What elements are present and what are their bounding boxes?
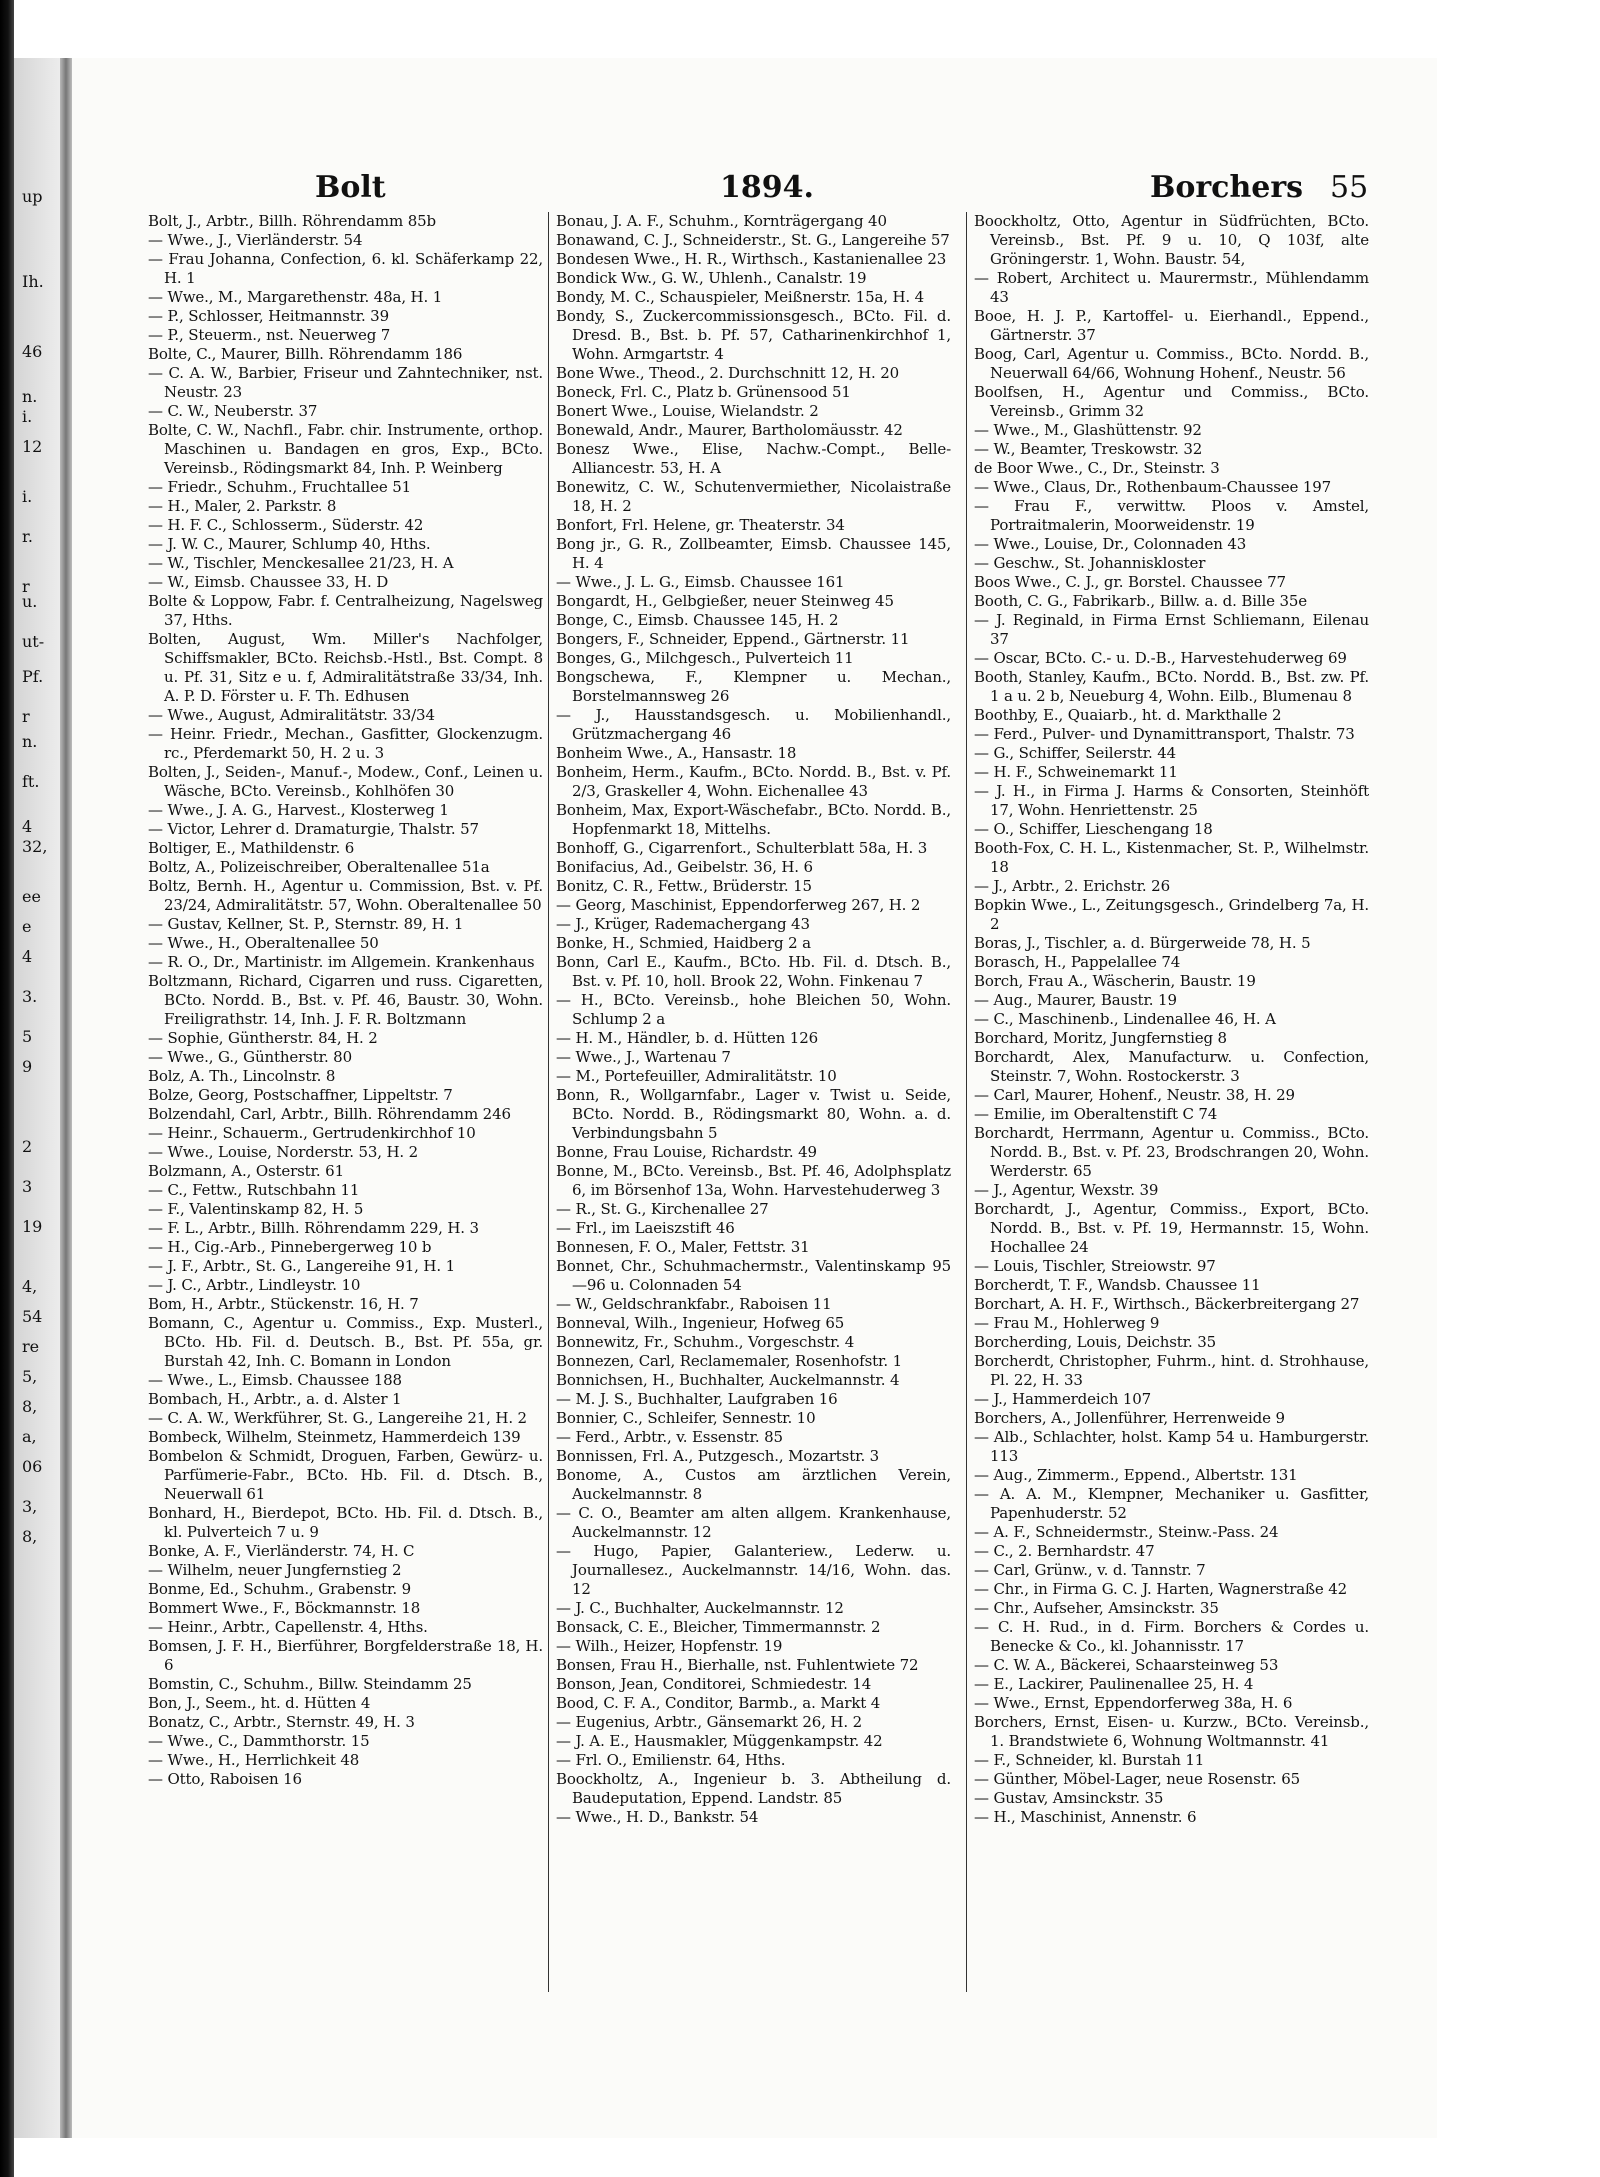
directory-entry: Boras, J., Tischler, a. d. Bürgerweide 78, H. 5 [974, 934, 1311, 952]
directory-entry: Bone Wwe., Theod., 2. Durchschnitt 12, H. 20 [556, 364, 900, 382]
directory-entry: — J., Agentur, Wexstr. 39 [974, 1181, 1159, 1199]
directory-entry: Borchard, Moritz, Jungfernstieg 8 [974, 1029, 1227, 1047]
directory-entry: — H., Maler, 2. Parkstr. 8 [148, 497, 337, 515]
directory-entry: — R., St. G., Kirchenallee 27 [556, 1200, 769, 1218]
previous-page-fragment: i. [22, 487, 33, 506]
directory-entry: Boothby, E., Quaiarb., ht. d. Markthalle 2 [974, 706, 1282, 724]
directory-entry: — Heinr., Arbtr., Capellenstr. 4, Hths. [148, 1618, 428, 1636]
directory-entry: — G., Schiffer, Seilerstr. 44 [974, 744, 1177, 762]
previous-page-fragment: 5 [22, 1027, 33, 1046]
directory-entry: Bomstin, C., Schuhm., Billw. Steindamm 25 [148, 1675, 472, 1693]
directory-entry: Borchardt, J., Agentur, Commiss., Export, BCto. Nordd. B., Bst. v. Pf. 19, Hermannstr. 15, Wohn. Hochallee 24 [974, 1200, 1369, 1256]
directory-entry: Bolte & Loppow, Fabr. f. Centralheizung, Nagelsweg 37, Hths. [148, 592, 543, 629]
directory-entry: — W., Tischler, Menckesallee 21/23, H. A [148, 554, 454, 572]
directory-entry: — Ferd., Arbtr., v. Essenstr. 85 [556, 1428, 783, 1446]
directory-entry: — J. H., in Firma J. Harms & Consorten, Steinhöft 17, Wohn. Henriettenstr. 25 [974, 782, 1369, 819]
directory-entry: — H. M., Händler, b. d. Hütten 126 [556, 1029, 818, 1047]
directory-entry: — Wwe., Ernst, Eppendorferweg 38a, H. 6 [974, 1694, 1293, 1712]
directory-entry: Bombelon & Schmidt, Droguen, Farben, Gewürz- u. Parfümerie-Fabr., BCto. Hb. Fil. d. Dtsch. B., Neuerwall 61 [148, 1447, 543, 1503]
directory-entry: — Wwe., Louise, Dr., Colonnaden 43 [974, 535, 1247, 553]
directory-entry: Bomsen, J. F. H., Bierführer, Borgfelderstraße 18, H. 6 [148, 1637, 543, 1674]
previous-page-fragment: 06 [22, 1457, 43, 1476]
header-left-keyword: Bolt [315, 170, 386, 205]
previous-page-fragment: 3. [22, 987, 38, 1006]
directory-entry: Bondesen Wwe., H. R., Wirthsch., Kastanienallee 23 [556, 250, 947, 268]
directory-entry: — J., Arbtr., 2. Erichstr. 26 [974, 877, 1170, 895]
directory-entry: Boltz, Bernh. H., Agentur u. Commission, Bst. v. Pf. 23/24, Admiralitätstr. 57, Wohn. Oberaltenallee 50 [148, 877, 543, 914]
directory-entry: Borchardt, Alex, Manufacturw. u. Confection, Steinstr. 7, Wohn. Rostockerstr. 3 [974, 1048, 1369, 1085]
directory-entry: Bood, C. F. A., Conditor, Barmb., a. Markt 4 [556, 1694, 881, 1712]
directory-entry: Bondick Ww., G. W., Uhlenh., Canalstr. 19 [556, 269, 867, 287]
directory-entry: Boockholtz, A., Ingenieur b. 3. Abtheilung d. Baudeputation, Eppend. Landstr. 85 [556, 1770, 951, 1807]
directory-entry: — W., Geldschrankfabr., Raboisen 11 [556, 1295, 832, 1313]
previous-page-fragment: Pf. [22, 667, 44, 686]
directory-entry: — Wwe., L., Eimsb. Chaussee 188 [148, 1371, 402, 1389]
directory-entry: Bonges, G., Milchgesch., Pulverteich 11 [556, 649, 854, 667]
directory-entry: — Frau Johanna, Confection, 6. kl. Schäferkamp 22, H. 1 [148, 250, 543, 287]
directory-entry: — Frau F., verwittw. Ploos v. Amstel, Portraitmalerin, Moorweidenstr. 19 [974, 497, 1369, 534]
directory-entry: — M., Portefeuiller, Admiralitätstr. 10 [556, 1067, 837, 1085]
directory-entry: — Chr., Aufseher, Amsinckstr. 35 [974, 1599, 1219, 1617]
directory-entry: Bolze, Georg, Postschaffner, Lippeltstr. 7 [148, 1086, 453, 1104]
directory-entry: Boltiger, E., Mathildenstr. 6 [148, 839, 355, 857]
directory-column-2 [556, 212, 951, 2002]
directory-entry: — C. W., Neuberstr. 37 [148, 402, 318, 420]
directory-entry: Bonsack, C. E., Bleicher, Timmermannstr. 2 [556, 1618, 881, 1636]
previous-page-fragment: r. [22, 527, 33, 546]
previous-page-fragment: 12 [22, 437, 43, 456]
previous-page-fragment: 32, [22, 837, 48, 856]
directory-entry: Bonnissen, Frl. A., Putzgesch., Mozartstr. 3 [556, 1447, 880, 1465]
directory-entry: — Wwe., H., Herrlichkeit 48 [148, 1751, 360, 1769]
previous-page-fragment: Ih. [22, 272, 44, 291]
page-header [130, 170, 1380, 210]
directory-entry: — Carl, Grünw., v. d. Tannstr. 7 [974, 1561, 1206, 1579]
directory-entry: Bom, H., Arbtr., Stückenstr. 16, H. 7 [148, 1295, 419, 1313]
directory-entry: — Heinr., Schauerm., Gertrudenkirchhof 10 [148, 1124, 476, 1142]
directory-entry: — C., 2. Bernhardstr. 47 [974, 1542, 1155, 1560]
previous-page-fragment: 8, [22, 1397, 38, 1416]
directory-entry: Boneck, Frl. C., Platz b. Grünensood 51 [556, 383, 851, 401]
directory-entry: Bonnichsen, H., Buchhalter, Auckelmannstr. 4 [556, 1371, 900, 1389]
directory-entry: — Frl., im Laeiszstift 46 [556, 1219, 735, 1237]
directory-entry: Bonhoff, G., Cigarrenfort., Schulterblatt 58a, H. 3 [556, 839, 928, 857]
directory-entry: Bonesz Wwe., Elise, Nachw.-Compt., Belle-Alliancestr. 53, H. A [556, 440, 951, 477]
directory-entry: Bonitz, C. R., Fettw., Brüderstr. 15 [556, 877, 812, 895]
directory-entry: — W., Eimsb. Chaussee 33, H. D [148, 573, 389, 591]
directory-column-1 [148, 212, 543, 2002]
directory-entry: de Boor Wwe., C., Dr., Steinstr. 3 [974, 459, 1220, 477]
previous-page-fragment: ft. [22, 772, 40, 791]
directory-entry: Borcherding, Louis, Deichstr. 35 [974, 1333, 1217, 1351]
directory-entry: Bondy, M. C., Schauspieler, Meißnerstr. 15a, H. 4 [556, 288, 925, 306]
directory-entry: Borchers, Ernst, Eisen- u. Kurzw., BCto. Vereinsb., 1. Brandstwiete 6, Wohnung Woltmannstr. 41 [974, 1713, 1369, 1750]
directory-entry: Bonnet, Chr., Schuhmachermstr., Valentinskamp 95—96 u. Colonnaden 54 [556, 1257, 951, 1294]
directory-entry: — Wilhelm, neuer Jungfernstieg 2 [148, 1561, 402, 1579]
book-gutter [60, 58, 72, 2138]
directory-entry: — Wwe., J., Wartenau 7 [556, 1048, 731, 1066]
directory-entry: — Alb., Schlachter, holst. Kamp 54 u. Hamburgerstr. 113 [974, 1428, 1369, 1465]
directory-entry: — C. O., Beamter am alten allgem. Krankenhause, Auckelmannstr. 12 [556, 1504, 951, 1541]
directory-entry: Bong jr., G. R., Zollbeamter, Eimsb. Chaussee 145, H. 4 [556, 535, 951, 572]
directory-column-3 [974, 212, 1369, 2002]
header-year: 1894. [720, 170, 814, 205]
directory-entry: — Eugenius, Arbtr., Gänsemarkt 26, H. 2 [556, 1713, 862, 1731]
previous-page-fragment: r [22, 577, 30, 596]
directory-entry: — Gustav, Kellner, St. P., Sternstr. 89, H. 1 [148, 915, 464, 933]
previous-page-fragment: 3 [22, 1177, 33, 1196]
directory-entry: — Georg, Maschinist, Eppendorferweg 267, H. 2 [556, 896, 921, 914]
directory-entry: — F., Valentinskamp 82, H. 5 [148, 1200, 364, 1218]
directory-entry: — Wwe., M., Margarethenstr. 48a, H. 1 [148, 288, 443, 306]
directory-entry: — J., Krüger, Rademachergang 43 [556, 915, 810, 933]
directory-entry: — J. C., Buchhalter, Auckelmannstr. 12 [556, 1599, 844, 1617]
directory-entry: Bomann, C., Agentur u. Commiss., Exp. Musterl., BCto. Hb. Fil. d. Deutsch. B., Bst. Pf. 55a, gr. Burstah 42, Inh. C. Bomann in London [148, 1314, 543, 1370]
directory-entry: Bonneval, Wilh., Ingenieur, Hofweg 65 [556, 1314, 845, 1332]
directory-entry: — Günther, Möbel-Lager, neue Rosenstr. 65 [974, 1770, 1300, 1788]
previous-page-fragment: a, [22, 1427, 37, 1446]
directory-entry: Bonnewitz, Fr., Schuhm., Vorgeschstr. 4 [556, 1333, 855, 1351]
directory-entry: — A. A. M., Klempner, Mechaniker u. Gasfitter, Papenhuderstr. 52 [974, 1485, 1369, 1522]
directory-entry: — E., Lackirer, Paulinenallee 25, H. 4 [974, 1675, 1254, 1693]
directory-entry: — C. H. Rud., in d. Firm. Borchers & Cordes u. Benecke & Co., kl. Johannisstr. 17 [974, 1618, 1369, 1655]
directory-entry: Boolfsen, H., Agentur und Commiss., BCto. Vereinsb., Grimm 32 [974, 383, 1369, 420]
directory-entry: — C. A. W., Werkführer, St. G., Langereihe 21, H. 2 [148, 1409, 527, 1427]
header-right-keyword: Borchers [1150, 170, 1304, 205]
previous-page-fragment: 3, [22, 1497, 38, 1516]
directory-entry: — Sophie, Güntherstr. 84, H. 2 [148, 1029, 378, 1047]
previous-page-fragment: 8, [22, 1527, 38, 1546]
directory-entry: Bolzmann, A., Osterstr. 61 [148, 1162, 344, 1180]
previous-page-fragment: 54 [22, 1307, 43, 1326]
directory-entry: — Robert, Architect u. Maurermstr., Mühlendamm 43 [974, 269, 1369, 306]
directory-entry: Bonn, R., Wollgarnfabr., Lager v. Twist u. Seide, BCto. Nordd. B., Rödingsmarkt 80, Wohn. a. d. Verbindungsbahn 5 [556, 1086, 951, 1142]
directory-entry: — Carl, Maurer, Hohenf., Neustr. 38, H. 29 [974, 1086, 1295, 1104]
directory-entry: Booth-Fox, C. H. L., Kistenmacher, St. P., Wilhelmstr. 18 [974, 839, 1369, 876]
directory-entry: Boog, Carl, Agentur u. Commiss., BCto. Nordd. B., Neuerwall 64/66, Wohnung Hohenf., Neustr. 56 [974, 345, 1369, 382]
directory-entry: — Wwe., August, Admiralitätstr. 33/34 [148, 706, 435, 724]
directory-entry: Bonau, J. A. F., Schuhm., Kornträgergang 40 [556, 212, 887, 230]
previous-page-fragment: up [22, 187, 43, 206]
directory-entry: — P., Steuerm., nst. Neuerweg 7 [148, 326, 391, 344]
directory-entry: Bondy, S., Zuckercommissionsgesch., BCto. Fil. d. Dresd. B., Bst. b. Pf. 57, Catharinenkirchhof 1, Wohn. Armgartstr. 4 [556, 307, 951, 363]
directory-entry: Bonnezen, Carl, Reclamemaler, Rosenhofstr. 1 [556, 1352, 902, 1370]
directory-entry: Bonatz, C., Arbtr., Sternstr. 49, H. 3 [148, 1713, 415, 1731]
directory-entry: Bonert Wwe., Louise, Wielandstr. 2 [556, 402, 819, 420]
directory-entry: — J., Hammerdeich 107 [974, 1390, 1152, 1408]
directory-entry: Bolte, C. W., Nachfl., Fabr. chir. Instrumente, orthop. Maschinen u. Bandagen en gros, Exp., BCto. Vereinsb., Rödingsmarkt 84, Inh. P. Weinberg [148, 421, 543, 477]
previous-page-fragment: n. [22, 732, 38, 751]
directory-entry: Bonson, Jean, Conditorei, Schmiedestr. 14 [556, 1675, 872, 1693]
directory-entry: Bongardt, H., Gelbgießer, neuer Steinweg 45 [556, 592, 894, 610]
directory-entry: Bonhard, H., Bierdepot, BCto. Hb. Fil. d. Dtsch. B., kl. Pulverteich 7 u. 9 [148, 1504, 543, 1541]
previous-page-fragment: r [22, 707, 30, 726]
directory-entry: — Wwe., J. A. G., Harvest., Klosterweg 1 [148, 801, 449, 819]
directory-entry: — H., BCto. Vereinsb., hohe Bleichen 50, Wohn. Schlump 2 a [556, 991, 951, 1028]
directory-entry: Bombeck, Wilhelm, Steinmetz, Hammerdeich 139 [148, 1428, 521, 1446]
directory-entry: — Wwe., J. L. G., Eimsb. Chaussee 161 [556, 573, 845, 591]
directory-entry: — C. W. A., Bäckerei, Schaarsteinweg 53 [974, 1656, 1279, 1674]
directory-entry: — J. C., Arbtr., Lindleystr. 10 [148, 1276, 361, 1294]
directory-entry: Bonme, Ed., Schuhm., Grabenstr. 9 [148, 1580, 412, 1598]
directory-entry: — H. F. C., Schlosserm., Süderstr. 42 [148, 516, 424, 534]
directory-entry: — Aug., Maurer, Baustr. 19 [974, 991, 1177, 1009]
column-rule [966, 212, 967, 1992]
directory-entry: Bonifacius, Ad., Geibelstr. 36, H. 6 [556, 858, 813, 876]
directory-entry: — Frau M., Hohlerweg 9 [974, 1314, 1160, 1332]
previous-page-fragment: u. [22, 592, 38, 611]
previous-page-fragment: ee [22, 887, 41, 906]
directory-entry: Bonnier, C., Schleifer, Sennestr. 10 [556, 1409, 816, 1427]
directory-entry: Boltzmann, Richard, Cigarren und russ. Cigaretten, BCto. Nordd. B., Bst. v. Pf. 46, Baustr. 30, Wohn. Freiligrathstr. 14, Inh. J. F. R. Boltzmann [148, 972, 543, 1028]
directory-entry: — H. F., Schweinemarkt 11 [974, 763, 1178, 781]
directory-entry: — Wwe., C., Dammthorstr. 15 [148, 1732, 370, 1750]
directory-entry: — Chr., in Firma G. C. J. Harten, Wagnerstraße 42 [974, 1580, 1348, 1598]
directory-entry: — J. Reginald, in Firma Ernst Schliemann, Eilenau 37 [974, 611, 1369, 648]
directory-entry: Bommert Wwe., F., Böckmannstr. 18 [148, 1599, 421, 1617]
previous-page-fragment: 4 [22, 817, 33, 836]
directory-entry: — J. F., Arbtr., St. G., Langereihe 91, H. 1 [148, 1257, 455, 1275]
directory-entry: Bonfort, Frl. Helene, gr. Theaterstr. 34 [556, 516, 845, 534]
directory-entry: — Wwe., Louise, Norderstr. 53, H. 2 [148, 1143, 419, 1161]
directory-entry: — Wwe., H., Oberaltenallee 50 [148, 934, 379, 952]
directory-entry: — Wwe., M., Glashüttenstr. 92 [974, 421, 1202, 439]
previous-page-fragment: ut- [22, 632, 45, 651]
previous-page-fragment: n. [22, 387, 38, 406]
directory-entry: — J. A. E., Hausmakler, Müggenkampstr. 42 [556, 1732, 883, 1750]
directory-entry: Bonsen, Frau H., Bierhalle, nst. Fuhlentwiete 72 [556, 1656, 919, 1674]
column-rule [548, 212, 549, 1992]
previous-page-fragment: 9 [22, 1057, 33, 1076]
directory-entry: Bonheim Wwe., A., Hansastr. 18 [556, 744, 797, 762]
directory-entry: — O., Schiffer, Lieschengang 18 [974, 820, 1213, 838]
directory-entry: Booth, Stanley, Kaufm., BCto. Nordd. B., Bst. zw. Pf. 1 a u. 2 b, Neueburg 4, Wohn. Eilb., Blumenau 8 [974, 668, 1369, 705]
directory-entry: Borch, Frau A., Wäscherin, Baustr. 19 [974, 972, 1256, 990]
directory-entry: Borchardt, Herrmann, Agentur u. Commiss., BCto. Nordd. B., Bst. v. Pf. 23, Brodschrangen 20, Wohn. Werderstr. 65 [974, 1124, 1369, 1180]
directory-entry: Boos Wwe., C. J., gr. Borstel. Chaussee 77 [974, 573, 1286, 591]
directory-entry: Bongschewa, F., Klempner u. Mechan., Borstelmannsweg 26 [556, 668, 951, 705]
scan-edge [0, 0, 14, 2177]
previous-page-fragment: 19 [22, 1217, 43, 1236]
directory-entry: — Louis, Tischler, Streiowstr. 97 [974, 1257, 1216, 1275]
directory-entry: Bonn, Carl E., Kaufm., BCto. Hb. Fil. d. Dtsch. B., Bst. v. Pf. 10, holl. Brook 22, Wohn. Finkenau 7 [556, 953, 951, 990]
directory-entry: Borasch, H., Pappelallee 74 [974, 953, 1181, 971]
directory-entry: — Gustav, Amsinckstr. 35 [974, 1789, 1164, 1807]
directory-entry: — F., Schneider, kl. Burstah 11 [974, 1751, 1205, 1769]
directory-entry: — J., Hausstandsgesch. u. Mobilienhandl., Grützmachergang 46 [556, 706, 951, 743]
directory-entry: Borcherdt, Christopher, Fuhrm., hint. d. Strohhause, Pl. 22, H. 33 [974, 1352, 1369, 1389]
previous-page-fragment: e [22, 917, 32, 936]
directory-entry: — Frl. O., Emilienstr. 64, Hths. [556, 1751, 786, 1769]
directory-entry: Bonnesen, F. O., Maler, Fettstr. 31 [556, 1238, 810, 1256]
directory-entry: — C., Fettw., Rutschbahn 11 [148, 1181, 360, 1199]
directory-entry: — C. A. W., Barbier, Friseur und Zahntechniker, nst. Neustr. 23 [148, 364, 543, 401]
directory-entry: Bonheim, Herm., Kaufm., BCto. Nordd. B., Bst. v. Pf. 2/3, Graskeller 4, Wohn. Eichenallee 43 [556, 763, 951, 800]
previous-page-fragment: i. [22, 407, 33, 426]
directory-entry: — J. W. C., Maurer, Schlump 40, Hths. [148, 535, 431, 553]
previous-page-fragment: 4 [22, 947, 33, 966]
directory-entry: Borchart, A. H. F., Wirthsch., Bäckerbreitergang 27 [974, 1295, 1360, 1313]
directory-entry: — R. O., Dr., Martinistr. im Allgemein. Krankenhaus [148, 953, 535, 971]
directory-entry: Bonne, Frau Louise, Richardstr. 49 [556, 1143, 817, 1161]
directory-entry: — Oscar, BCto. C.- u. D.-B., Harvestehuderweg 69 [974, 649, 1347, 667]
directory-entry: — W., Beamter, Treskowstr. 32 [974, 440, 1203, 458]
directory-entry: — Wwe., G., Güntherstr. 80 [148, 1048, 352, 1066]
directory-entry: — C., Maschinenb., Lindenallee 46, H. A [974, 1010, 1276, 1028]
directory-entry: Bolten, August, Wm. Miller's Nachfolger, Schiffsmakler, BCto. Reichsb.-Hstl., Bst. Compt. 8 u. Pf. 31, Sitz e u. f, Admiralitätstraße 33/34, Inh. A. P. D. Förster u. F. Th. Edhusen [148, 630, 543, 705]
directory-entry: Bopkin Wwe., L., Zeitungsgesch., Grindelberg 7a, H. 2 [974, 896, 1369, 933]
directory-entry: Booth, C. G., Fabrikarb., Billw. a. d. Bille 35e [974, 592, 1308, 610]
directory-entry: — H., Maschinist, Annenstr. 6 [974, 1808, 1197, 1826]
directory-entry: Bonewald, Andr., Maurer, Bartholomäusstr. 42 [556, 421, 903, 439]
previous-page-fragment: 46 [22, 342, 43, 361]
directory-entry: Borcherdt, T. F., Wandsb. Chaussee 11 [974, 1276, 1261, 1294]
directory-entry: — Geschw., St. Johanniskloster [974, 554, 1206, 572]
directory-entry: Bolt, J., Arbtr., Billh. Röhrendamm 85b [148, 212, 436, 230]
directory-entry: Bolten, J., Seiden-, Manuf.-, Modew., Conf., Leinen u. Wäsche, BCto. Vereinsb., Kohlhöfen 30 [148, 763, 543, 800]
directory-entry: — Heinr. Friedr., Mechan., Gasfitter, Glockenzugm. rc., Pferdemarkt 50, H. 2 u. 3 [148, 725, 543, 762]
directory-entry: Bolte, C., Maurer, Billh. Röhrendamm 186 [148, 345, 463, 363]
directory-entry: Bonawand, C. J., Schneiderstr., St. G., Langereihe 57 [556, 231, 950, 249]
directory-entry: — Victor, Lehrer d. Dramaturgie, Thalstr. 57 [148, 820, 479, 838]
previous-page-fragment: 5, [22, 1367, 38, 1386]
directory-entry: Bonne, M., BCto. Vereinsb., Bst. Pf. 46, Adolphsplatz 6, im Börsenhof 13a, Wohn. Harvestehuderweg 3 [556, 1162, 951, 1199]
directory-entry: Bonheim, Max, Export-Wäschefabr., BCto. Nordd. B., Hopfenmarkt 18, Mittelhs. [556, 801, 951, 838]
previous-page-fragment: 4, [22, 1277, 38, 1296]
directory-entry: — Wilh., Heizer, Hopfenstr. 19 [556, 1637, 783, 1655]
directory-entry: — Ferd., Pulver- und Dynamittransport, Thalstr. 73 [974, 725, 1355, 743]
directory-entry: — M. J. S., Buchhalter, Laufgraben 16 [556, 1390, 838, 1408]
directory-entry: Bonge, C., Eimsb. Chaussee 145, H. 2 [556, 611, 839, 629]
directory-entry: Bolzendahl, Carl, Arbtr., Billh. Röhrendamm 246 [148, 1105, 511, 1123]
directory-entry: Bolz, A. Th., Lincolnstr. 8 [148, 1067, 336, 1085]
directory-entry: — Wwe., Claus, Dr., Rothenbaum-Chaussee 197 [974, 478, 1332, 496]
directory-entry: — H., Cig.-Arb., Pinnebergerweg 10 b [148, 1238, 432, 1256]
directory-entry: Bongers, F., Schneider, Eppend., Gärtnerstr. 11 [556, 630, 910, 648]
directory-entry: — Hugo, Papier, Galanteriew., Lederw. u. Journallesez., Auckelmannstr. 14/16, Wohn. das. 12 [556, 1542, 951, 1598]
directory-entry: — Aug., Zimmerm., Eppend., Albertstr. 131 [974, 1466, 1298, 1484]
directory-entry: — Friedr., Schuhm., Fruchtallee 51 [148, 478, 412, 496]
directory-entry: Bombach, H., Arbtr., a. d. Alster 1 [148, 1390, 402, 1408]
directory-entry: — Emilie, im Oberaltenstift C 74 [974, 1105, 1218, 1123]
directory-entry: Bonewitz, C. W., Schutenvermiether, Nicolaistraße 18, H. 2 [556, 478, 951, 515]
directory-entry: Borchers, A., Jollenführer, Herrenweide 9 [974, 1409, 1285, 1427]
previous-page-fragment: re [22, 1337, 40, 1356]
directory-entry: — Otto, Raboisen 16 [148, 1770, 302, 1788]
directory-entry: — F. L., Arbtr., Billh. Röhrendamm 229, H. 3 [148, 1219, 479, 1237]
previous-page-fragment: 2 [22, 1137, 33, 1156]
directory-entry: — Wwe., J., Vierländerstr. 54 [148, 231, 363, 249]
directory-entry: Boockholtz, Otto, Agentur in Südfrüchten, BCto. Vereinsb., Bst. Pf. 9 u. 10, Q 103f, alte Gröningerstr. 1, Wohn. Baustr. 54, [974, 212, 1369, 268]
directory-entry: Booe, H. J. P., Kartoffel- u. Eierhandl., Eppend., Gärtnerstr. 37 [974, 307, 1369, 344]
page-number: 55 [1330, 170, 1369, 205]
directory-entry: Bonke, H., Schmied, Haidberg 2 a [556, 934, 811, 952]
directory-entry: — A. F., Schneidermstr., Steinw.-Pass. 24 [974, 1523, 1279, 1541]
directory-entry: — P., Schlosser, Heitmannstr. 39 [148, 307, 389, 325]
directory-entry: — Wwe., H. D., Bankstr. 54 [556, 1808, 759, 1826]
directory-entry: Bonome, A., Custos am ärztlichen Verein, Auckelmannstr. 8 [556, 1466, 951, 1503]
directory-entry: Bon, J., Seem., ht. d. Hütten 4 [148, 1694, 371, 1712]
directory-entry: Boltz, A., Polizeischreiber, Oberaltenallee 51a [148, 858, 490, 876]
directory-entry: Bonke, A. F., Vierländerstr. 74, H. C [148, 1542, 415, 1560]
